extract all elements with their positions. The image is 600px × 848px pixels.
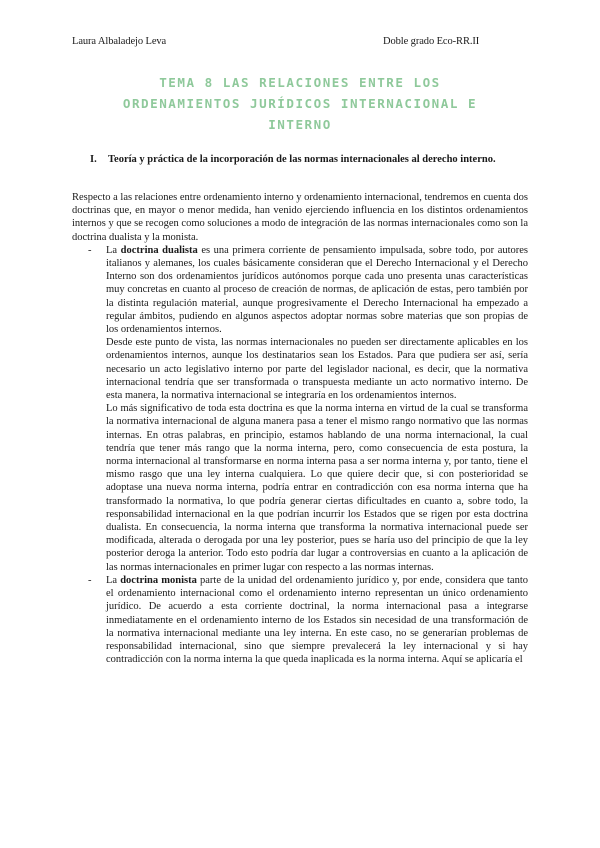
text-run: parte de la unidad del ordenamiento jurídico y, por ende, considera que tanto el ordenamiento internacional como el ordenamiento interno representan un único ordenamiento jurídico. De acuerdo a esta corriente doctrinal, la norma internacional pasa a integrarse inmediatamente en el ordenamiento interno de los Estados sin necesidad de una transformación de la normativa internacional mediante una ley interna. En este caso, no se generarían problemas de responsabilidad internacional, sino que siempre prevalecerá la ley internacional y si hay contradicción con la norma interna la que queda inaplicada es la norma interna. Aquí se aplicaría el (106, 574, 529, 666)
title-line-1: TEMA 8 LAS RELACIONES ENTRE LOS (159, 75, 441, 90)
header-degree: Doble grado Eco-RR.II (383, 36, 480, 47)
text-run: es una primera corriente de pensamiento impulsada, sobre todo, por autores italianos y alemanes, los cuales básicamente consideran que el Derecho Internacional y el Derecho Interno son dos ordenamientos jurídicos autónomos porque cada uno presenta unas características muy concretas en cuanto al proceso de creación de normas, de aplicación de estas, pero también por la distinta regulación material, aunque progresivamente el Derecho Internacional ha empezado a regular ámbitos, pudiendo en algunos aspectos adoptar normas sobre materias que son propias de los ordenamientos internos. (106, 244, 529, 336)
title-line-3: INTERNO (268, 117, 332, 132)
dualista-paragraph-1 (106, 244, 528, 336)
term-doctrina-monista: doctrina monista (120, 574, 197, 586)
section-number: I. (90, 154, 97, 165)
document-body (72, 191, 528, 666)
text-run: La (106, 574, 121, 586)
bullet-dash: - (88, 574, 92, 586)
dualista-paragraph-2: Desde este punto de vista, las normas internacionales no pueden ser directamente aplicables en los ordenamientos internos, aunque los destinatarios sean los Estados. Para que pudiera ser así, sería necesario un acto legislativo interno por parte del legislador nacional, es decir, que la normativa internacional tendría que ser transformada o transpuesta mediante un acto normativo interno. De esta manera, la normativa internacional se integraría en los ordenamientos internos. (106, 337, 528, 402)
page-title (80, 72, 520, 135)
intro-paragraph: Respecto a las relaciones entre ordenamiento interno y ordenamiento internacional, tendremos en cuenta dos doctrinas que, en mayor o menor medida, han venido ejerciendo influencia en los distintos ordenamientos internos y que se recogen como soluciones a modo de integración de las normas internacionales como son la doctrina dualista y la monista. (72, 192, 528, 243)
dualista-paragraph-3: Lo más significativo de toda esta doctrina es que la norma interna en virtud de la cual se transforma la normativa internacional de alguna manera pasa a tener el mismo rango normativo que las normas internas. En otras palabras, en principio, estamos hablando de una norma internacional, la cual tendría que tener más rango que la norma interna, pero, como consecuencia de esta postura, la norma internacional al transformarse en norma interna pasa a ser norma interna y, por tanto, tiene el mismo rasgo que una ley interna cualquiera. Lo que quiere decir que, si con posterioridad se adoptase una nueva norma interna, podría entrar en contradicción con esa norma interna que ha transformado la normativa, lo que podría generar ciertas dificultades en cuanto a, sobre todo, la responsabilidad internacional en la que podrían incurrir los Estados que se rigen por esta doctrina dualista. En consecuencia, la norma interna que transforma la normativa internacional puede ser modificada, alterada o derogada por una ley posterior, pues se haría uso del principio de que la ley posterior deroga la anterior. Todo esto podría dar lugar a controversias en cuanto a la aplicación de las normas internacionales en primer lugar con respecto a las normas internas. (106, 403, 528, 573)
title-line-2: ORDENAMIENTOS JURÍDICOS INTERNACIONAL E (122, 96, 478, 111)
section-heading (90, 153, 530, 166)
section-heading-text: Teoría y práctica de la incorporación de las normas internacionales al derecho interno. (108, 154, 496, 165)
monista-paragraph-1 (106, 574, 528, 666)
text-run: La (106, 244, 121, 256)
header-author: Laura Albaladejo Leva (72, 36, 167, 47)
list-item-dualista (72, 244, 528, 574)
list-item-monista (72, 574, 528, 666)
bullet-dash: - (88, 244, 92, 256)
term-doctrina-dualista: doctrina dualista (120, 244, 198, 256)
